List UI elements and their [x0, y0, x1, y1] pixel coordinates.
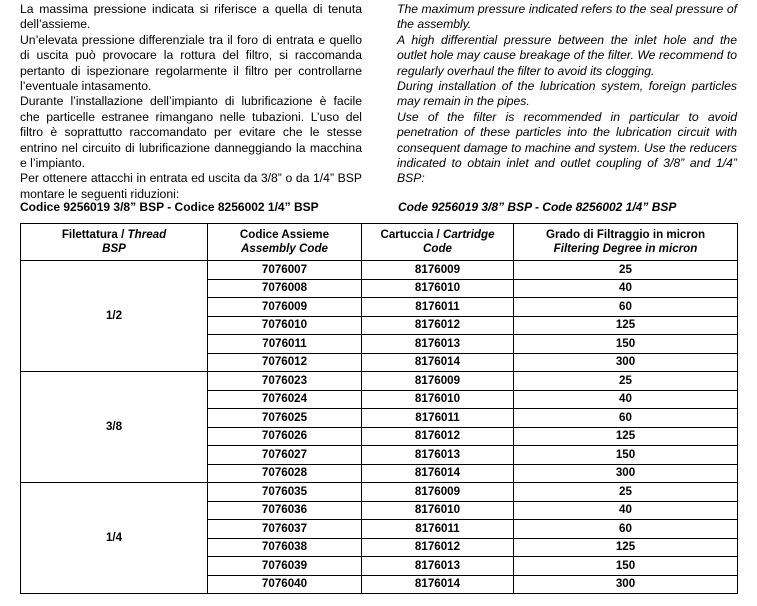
assembly-cell: 7076011: [208, 335, 362, 354]
cartridge-cell: 8176014: [362, 464, 514, 483]
assembly-cell: 7076024: [208, 390, 362, 409]
assembly-cell: 7076040: [208, 575, 362, 594]
micron-cell: 40: [514, 501, 738, 520]
cartridge-cell: 8176013: [362, 446, 514, 465]
micron-cell: 150: [514, 335, 738, 354]
italian-paragraph: Durante l’installazione dell’impianto di lubrificazione è facile che particelle estranee rimangano nelle tubazioni. L’uso del filtro è soprattutto raccomandato per evitare che le stesse entrino nel circuito di lubrificazione danneggiando la macchina e l’impianto.: [20, 94, 362, 171]
italian-paragraph: Un’elevata pressione differenziale tra il foro di entrata e quello di uscita può provocare la rottura del filtro, si raccomanda pertanto di ispezionare regolarmente il filtro per controllarne l’eventuale intasamento.: [20, 32, 362, 94]
assembly-cell: 7076026: [208, 427, 362, 446]
micron-cell: 40: [514, 279, 738, 298]
micron-cell: 150: [514, 557, 738, 576]
assembly-cell: 7076036: [208, 501, 362, 520]
assembly-cell: 7076009: [208, 298, 362, 317]
micron-cell: 40: [514, 390, 738, 409]
english-paragraph: A high differential pressure between the inlet hole and the outlet hole may cause breakage of the filter. We recommend to regularly overhaul the filter to avoid its clogging.: [397, 32, 737, 78]
cartridge-cell: 8176013: [362, 557, 514, 576]
cartridge-cell: 8176010: [362, 279, 514, 298]
header-cartridge-code: Cartuccia / Cartridge Code: [362, 224, 514, 261]
micron-cell: 300: [514, 575, 738, 594]
assembly-cell: 7076007: [208, 261, 362, 280]
table-row: [21, 261, 738, 280]
header-thread: Filettatura / Thread BSP: [21, 224, 208, 261]
assembly-cell: 7076035: [208, 483, 362, 502]
micron-cell: 150: [514, 446, 738, 465]
cartridge-cell: 8176012: [362, 316, 514, 335]
cartridge-cell: 8176009: [362, 483, 514, 502]
cartridge-cell: 8176012: [362, 538, 514, 557]
italian-paragraph: Per ottenere attacchi in entrata ed uscita da 3/8” o da 1/4” BSP montare le seguenti riduzioni:: [20, 171, 362, 201]
cartridge-cell: 8176011: [362, 520, 514, 539]
italian-paragraph: La massima pressione indicata si riferisce a quella di tenuta dell’assieme.: [20, 2, 362, 32]
assembly-cell: 7076038: [208, 538, 362, 557]
micron-cell: 125: [514, 316, 738, 335]
assembly-cell: 7076039: [208, 557, 362, 576]
cartridge-cell: 8176009: [362, 261, 514, 280]
assembly-cell: 7076037: [208, 520, 362, 539]
micron-cell: 25: [514, 261, 738, 280]
cartridge-cell: 8176013: [362, 335, 514, 354]
cartridge-cell: 8176009: [362, 372, 514, 391]
micron-cell: 25: [514, 372, 738, 391]
assembly-cell: 7076008: [208, 279, 362, 298]
cartridge-cell: 8176014: [362, 353, 514, 372]
micron-cell: 300: [514, 353, 738, 372]
filter-spec-table: [20, 223, 738, 594]
table-header-row: [21, 224, 738, 261]
header-assembly-code: Codice Assieme Assembly Code: [208, 224, 362, 261]
micron-cell: 125: [514, 538, 738, 557]
micron-cell: 60: [514, 409, 738, 428]
reducer-codes-italian: Codice 9256019 3/8” BSP - Codice 8256002 1/4” BSP: [20, 200, 319, 214]
cartridge-cell: 8176010: [362, 501, 514, 520]
assembly-cell: 7076025: [208, 409, 362, 428]
assembly-cell: 7076028: [208, 464, 362, 483]
assembly-cell: 7076027: [208, 446, 362, 465]
assembly-cell: 7076012: [208, 353, 362, 372]
cartridge-cell: 8176011: [362, 298, 514, 317]
micron-cell: 300: [514, 464, 738, 483]
table-row: [21, 483, 738, 502]
table-body: [21, 261, 738, 594]
micron-cell: 125: [514, 427, 738, 446]
table-row: [21, 372, 738, 391]
assembly-cell: 7076023: [208, 372, 362, 391]
english-text-column: [397, 2, 737, 187]
english-paragraph: During installation of the lubrication system, foreign particles may remain in the pipes.: [397, 79, 737, 109]
cartridge-cell: 8176010: [362, 390, 514, 409]
assembly-cell: 7076010: [208, 316, 362, 335]
micron-cell: 60: [514, 298, 738, 317]
reducer-codes-english: Code 9256019 3/8” BSP - Code 8256002 1/4” BSP: [398, 200, 677, 214]
english-paragraph: Use of the filter is recommended in particular to avoid penetration of these particles into the lubrication circuit with consequent damage to machine and system. Use the reducers indicated to obtain inlet and outlet coupling of 3/8” and 1/4” BSP:: [397, 109, 737, 186]
cartridge-cell: 8176014: [362, 575, 514, 594]
thread-size-cell: 3/8: [21, 372, 208, 483]
english-paragraph: The maximum pressure indicated refers to the seal pressure of the assembly.: [397, 2, 737, 32]
header-filtering-degree: Grado di Filtraggio in micron Filtering Degree in micron: [514, 224, 738, 261]
thread-size-cell: 1/2: [21, 261, 208, 372]
cartridge-cell: 8176012: [362, 427, 514, 446]
italian-text-column: [20, 2, 362, 202]
micron-cell: 25: [514, 483, 738, 502]
thread-size-cell: 1/4: [21, 483, 208, 594]
cartridge-cell: 8176011: [362, 409, 514, 428]
micron-cell: 60: [514, 520, 738, 539]
